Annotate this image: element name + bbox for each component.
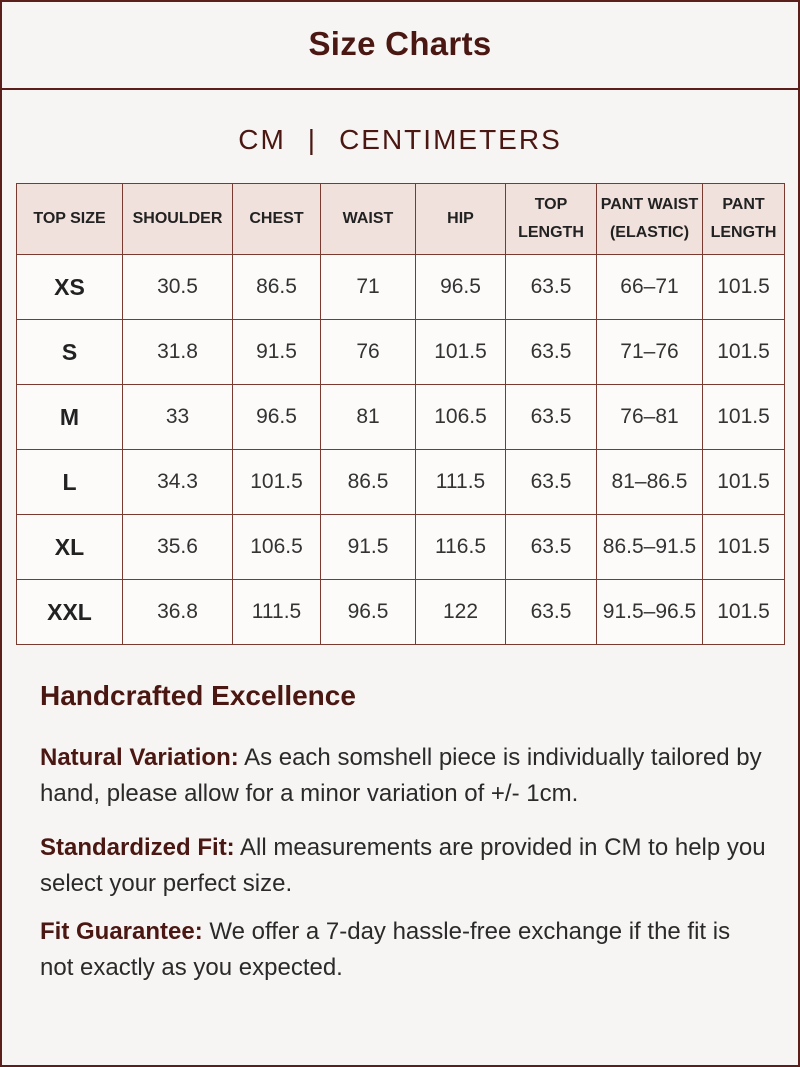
measurement-cell: 35.6: [123, 515, 233, 580]
note-text: We offer a 7-day hassle-free exchange if the fit is not exactly as you expected.: [40, 918, 731, 981]
measurement-cell: 86.5–91.5: [597, 515, 703, 580]
measurement-cell: 122: [416, 580, 506, 645]
measurement-cell: 86.5: [321, 450, 416, 515]
measurement-cell: 86.5: [233, 255, 321, 320]
measurement-cell: 34.3: [123, 450, 233, 515]
notes-heading: Handcrafted Excellence: [40, 680, 356, 711]
table-row: [17, 450, 785, 515]
measurement-cell: 91.5: [233, 320, 321, 385]
measurement-cell: 63.5: [506, 385, 597, 450]
table-row: [17, 515, 785, 580]
note-text: All measurements are provided in CM to help you select your perfect size.: [40, 834, 766, 897]
table-row: [17, 580, 785, 645]
measurement-cell: 91.5–96.5: [597, 580, 703, 645]
column-header: TOP SIZE: [17, 184, 123, 255]
measurement-cell: 63.5: [506, 515, 597, 580]
note-fit-guarantee: [40, 914, 770, 986]
note-natural-variation: [40, 740, 770, 812]
measurement-cell: 30.5: [123, 255, 233, 320]
note-label: Natural Variation:: [40, 744, 239, 771]
measurement-cell: 71–76: [597, 320, 703, 385]
measurement-cell: 81–86.5: [597, 450, 703, 515]
measurement-cell: 31.8: [123, 320, 233, 385]
measurement-cell: 101.5: [416, 320, 506, 385]
measurement-cell: 91.5: [321, 515, 416, 580]
measurement-cell: 76–81: [597, 385, 703, 450]
measurement-cell: 101.5: [703, 515, 785, 580]
size-cell: XS: [17, 255, 123, 320]
measurement-cell: 101.5: [703, 320, 785, 385]
measurement-cell: 101.5: [233, 450, 321, 515]
note-label: Standardized Fit:: [40, 834, 235, 861]
size-table: [16, 183, 785, 645]
note-label: Fit Guarantee:: [40, 918, 203, 945]
measurement-cell: 106.5: [416, 385, 506, 450]
measurement-cell: 71: [321, 255, 416, 320]
size-cell: S: [17, 320, 123, 385]
unit-heading: [0, 124, 800, 156]
measurement-cell: 36.8: [123, 580, 233, 645]
measurement-cell: 111.5: [416, 450, 506, 515]
measurement-cell: 101.5: [703, 450, 785, 515]
table-row: [17, 320, 785, 385]
measurement-cell: 63.5: [506, 255, 597, 320]
column-header: PANT WAIST (ELASTIC): [597, 184, 703, 255]
column-header: TOP LENGTH: [506, 184, 597, 255]
notes-section: [40, 680, 770, 986]
unit-abbr: CM: [238, 124, 286, 155]
measurement-cell: 111.5: [233, 580, 321, 645]
column-header: CHEST: [233, 184, 321, 255]
unit-name: CENTIMETERS: [339, 124, 562, 155]
table-header-row: [17, 184, 785, 255]
measurement-cell: 76: [321, 320, 416, 385]
note-text: As each somshell piece is individually tailored by hand, please allow for a minor variation of +/- 1cm.: [40, 744, 762, 807]
measurement-cell: 101.5: [703, 255, 785, 320]
measurement-cell: 66–71: [597, 255, 703, 320]
column-header: PANT LENGTH: [703, 184, 785, 255]
column-header: WAIST: [321, 184, 416, 255]
measurement-cell: 116.5: [416, 515, 506, 580]
measurement-cell: 63.5: [506, 580, 597, 645]
size-cell: XL: [17, 515, 123, 580]
column-header: HIP: [416, 184, 506, 255]
measurement-cell: 101.5: [703, 580, 785, 645]
measurement-cell: 106.5: [233, 515, 321, 580]
measurement-cell: 96.5: [233, 385, 321, 450]
column-header: SHOULDER: [123, 184, 233, 255]
size-cell: M: [17, 385, 123, 450]
measurement-cell: 63.5: [506, 320, 597, 385]
header-bar: [0, 0, 800, 90]
note-standardized-fit: [40, 830, 770, 902]
table-row: [17, 385, 785, 450]
measurement-cell: 101.5: [703, 385, 785, 450]
measurement-cell: 63.5: [506, 450, 597, 515]
measurement-cell: 96.5: [321, 580, 416, 645]
measurement-cell: 81: [321, 385, 416, 450]
unit-separator: |: [307, 124, 318, 155]
page-title: Size Charts: [308, 25, 492, 62]
size-cell: L: [17, 450, 123, 515]
table-row: [17, 255, 785, 320]
measurement-cell: 33: [123, 385, 233, 450]
measurement-cell: 96.5: [416, 255, 506, 320]
size-cell: XXL: [17, 580, 123, 645]
